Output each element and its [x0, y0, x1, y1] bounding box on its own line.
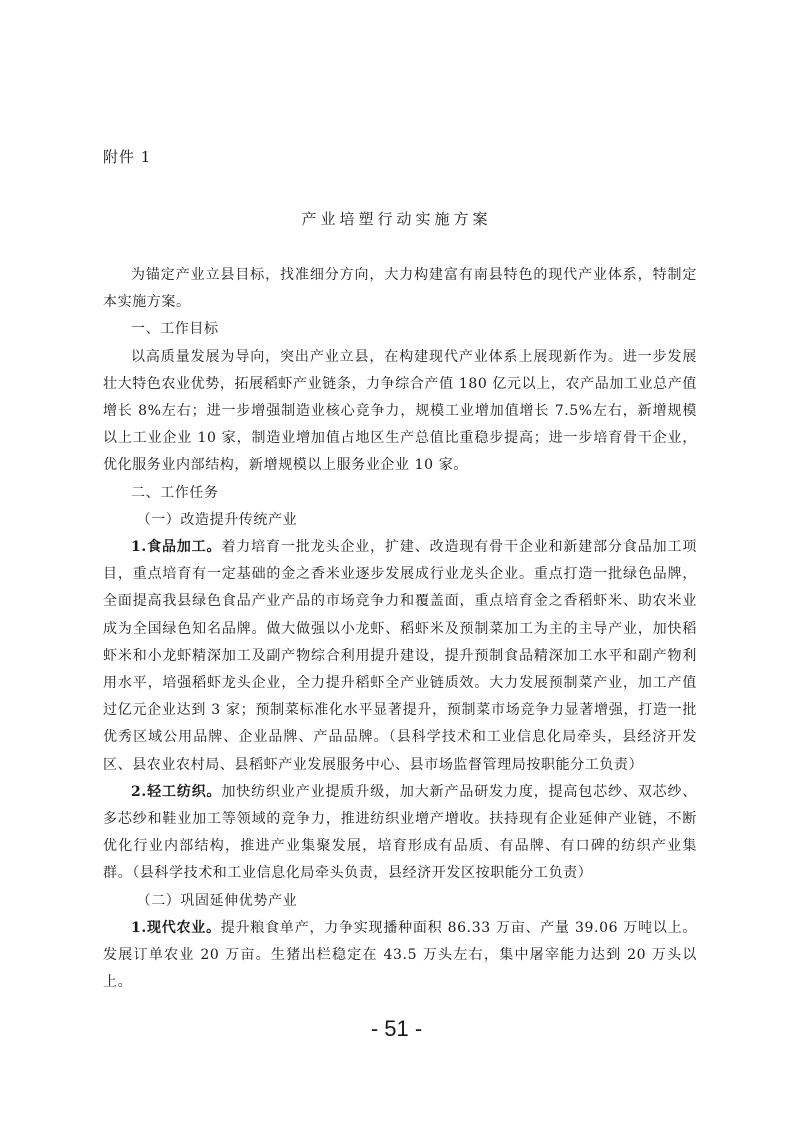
item-textile [103, 779, 697, 888]
attachment-label: 附件 1 [103, 148, 152, 166]
goals-paragraph: 以高质量发展为导向，突出产业立县，在构建现代产业体系上展现新作为。进一步发展壮大特色农业优势，拓展稻虾产业链条，力争综合产值 180 亿元以上，农产品加工业总产值增长 8%左右；进一步增强制造业核心竞争力，规模工业增加值增长 7.5%左右，新增规模以上工业企业 10 家，制造业增加值占地区生产总值比重稳步提高；进一步培育骨干企业，优化服务业内部结构，新增规模以上服务业企业 10 家。 [103, 348, 697, 474]
item-textile-text: 加快纺织业产业提质升级，加大新产品研发力度，提高包芯纱、双芯纱、多芯纱和鞋业加工等领域的竞争力，推进纺织业增产增收。扶持现有企业延伸产业链，不断优化行业内部结构，推进产业集聚发展，培育形成有品质、有品牌、有口碑的纺织产业集群。（县科学技术和工业信息化局牵头负责，县经济开发区按职能分工负责） [103, 783, 697, 882]
document-title: 产业培塑行动实施方案 [301, 210, 492, 228]
item-modern-agriculture-text: 提升粮食单产，力争实现播种面积 86.33 万亩、产量 39.06 万吨以上。发展订单农业 20 万亩。生猪出栏稳定在 43.5 万头左右，集中屠宰能力达到 20 万头以上。 [103, 919, 697, 991]
item-modern-agriculture-label: 1.现代农业。 [131, 919, 221, 936]
subsection-heading-traditional: （一）改造提升传统产业 [136, 511, 298, 528]
page-number: - 51 - [370, 1016, 423, 1041]
intro-paragraph: 为锚定产业立县目标，找准细分方向，大力构建富有南县特色的现代产业体系，特制定本实施方案。 [103, 267, 697, 311]
item-textile-label: 2.轻工纺织。 [131, 783, 222, 800]
item-modern-agriculture [103, 915, 697, 997]
item-food-processing-label: 1.食品加工。 [131, 539, 222, 556]
section-heading-tasks: 二、工作任务 [131, 484, 219, 501]
section-heading-goals: 一、工作目标 [131, 321, 219, 338]
document-body [103, 262, 697, 996]
item-food-processing-text: 着力培育一批龙头企业，扩建、改造现有骨干企业和新建部分食品加工项目，重点培育有一定基础的金之香米业逐步发展成行业龙头企业。重点打造一批绿色品牌，全面提高我县绿色食品产业产品的市场竞争力和覆盖面，重点培育金之香稻虾米、助农米业成为全国绿色知名品牌。做大做强以小龙虾、稻虾米及预制菜加工为主的主导产业，加快稻虾米和小龙虾精深加工及副产物综合利用提升建设，提升预制食品精深加工水平和副产物利用水平，培强稻虾龙头企业，全力提升稻虾全产业链质效。大力发展预制菜产业，加工产值过亿元企业达到 3 家；预制菜标准化水平显著提升，预制菜市场竞争力显著增强，打造一批优秀区域公用品牌、企业品牌、产品品牌。（县科学技术和工业信息化局牵头，县经济开发区、县农业农村局、县稻虾产业发展服务中心、县市场监督管理局按职能分工负责） [103, 539, 697, 773]
item-food-processing [103, 534, 697, 779]
subsection-heading-advantage: （二）巩固延伸优势产业 [136, 892, 298, 909]
